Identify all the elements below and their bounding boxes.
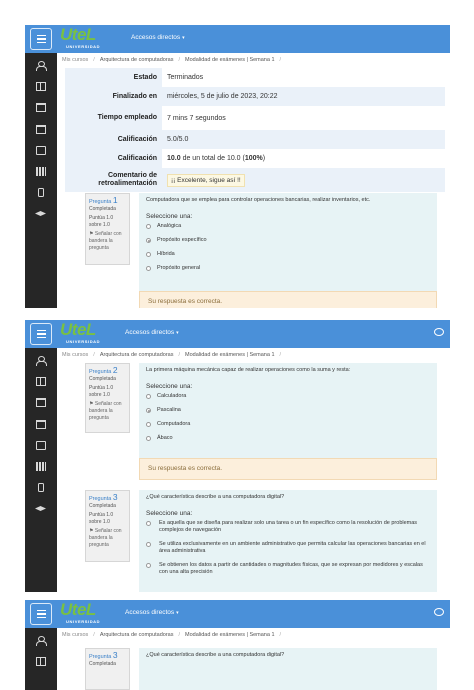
- participants-icon[interactable]: [36, 636, 46, 645]
- utel-logo[interactable]: [60, 27, 108, 51]
- shortcuts-label: Accesos directos: [131, 34, 181, 41]
- folder-icon[interactable]: [36, 103, 46, 112]
- question-text: Computadora que se emplea para controlar operaciones bancarias, realizar inventarios, etc.: [146, 197, 371, 203]
- participants-icon[interactable]: [36, 61, 46, 70]
- files-icon[interactable]: [36, 441, 46, 450]
- summary-row-feedback: Comentario de retroalimentación ¡¡ Excelente, sigue así !!: [65, 168, 445, 192]
- shortcuts-menu[interactable]: [125, 329, 179, 336]
- breadcrumb-my-courses[interactable]: Mis cursos: [62, 57, 89, 63]
- radio-button-selected[interactable]: [146, 238, 151, 243]
- answer-option[interactable]: Se obtienen los datos a partir de cantidades o magnitudes físicas, que se expresan por medidores y escalas con una alta precisión: [146, 562, 430, 576]
- utel-logo[interactable]: [60, 602, 108, 626]
- radio-button[interactable]: [146, 521, 151, 526]
- answer-option[interactable]: Pascalina: [146, 407, 430, 414]
- graduation-cap-icon[interactable]: [35, 211, 46, 216]
- utel-logo[interactable]: [60, 322, 108, 346]
- summary-row-grade: Calificación 10.0 de un total de 10.0 ( 100% ): [65, 149, 445, 168]
- question-2-info: Pregunta 2 Completada Puntúa 1.0 sobre 1.0 ⚑ Señalar con bandera la pregunta: [85, 363, 130, 433]
- flag-question-link[interactable]: ⚑ Señalar con bandera la pregunta: [89, 401, 122, 421]
- shortcuts-menu[interactable]: [131, 34, 185, 41]
- shortcuts-label: Accesos directos: [125, 609, 175, 616]
- chevron-down-icon: ▾: [176, 330, 179, 336]
- question-3-info: Pregunta 3 Completada: [85, 648, 130, 690]
- chevron-down-icon: ▾: [176, 610, 179, 616]
- answer-option[interactable]: Calculadora: [146, 393, 430, 400]
- menu-toggle-button[interactable]: [30, 28, 52, 50]
- grades-icon[interactable]: [36, 657, 46, 666]
- mobile-icon[interactable]: [38, 483, 44, 492]
- breadcrumb-my-courses[interactable]: Mis cursos: [62, 352, 89, 358]
- answer-option[interactable]: Híbrida: [146, 251, 430, 258]
- answer-option[interactable]: Es aquella que se diseña para realizar solo una tarea o un fin específico como la resolución de problemas complejos de navegación: [146, 520, 430, 534]
- breadcrumb-course[interactable]: Arquitectura de computadoras: [99, 632, 174, 638]
- summary-row-marks: Calificación 5.0/5.0: [65, 130, 445, 149]
- flag-question-link[interactable]: ⚑ Señalar con bandera la pregunta: [89, 231, 122, 251]
- sidebar: [25, 628, 57, 690]
- participants-icon[interactable]: [36, 356, 46, 365]
- answer-option[interactable]: Se utiliza exclusivamente en un ambiente administrativo que permita calcular las operaciones bancarias en el área administrativa: [146, 541, 430, 555]
- breadcrumb: Mis cursos / Arquitectura de computadoras / Modalidad de exámenes | Semana 1 /: [62, 632, 282, 638]
- radio-button[interactable]: [146, 394, 151, 399]
- grades-icon[interactable]: [36, 377, 46, 386]
- radio-button[interactable]: [146, 252, 151, 257]
- screenshot-3: [25, 600, 450, 690]
- mobile-icon[interactable]: [38, 188, 44, 197]
- question-1-content: [139, 193, 437, 291]
- summary-row-time: Tiempo empleado 7 mins 7 segundos: [65, 106, 445, 130]
- select-label: Seleccione una:: [146, 213, 193, 220]
- logo-text: UteL: [60, 25, 96, 44]
- overall-feedback: ¡¡ Excelente, sigue así !!: [167, 174, 245, 187]
- menu-toggle-button[interactable]: [30, 603, 52, 625]
- calendar-icon[interactable]: [36, 125, 46, 134]
- logo-subtext: UNIVERSIDAD: [66, 619, 101, 624]
- question-number: 3: [112, 492, 118, 502]
- question-number: 3: [112, 650, 118, 660]
- logo-text: UteL: [60, 600, 96, 619]
- top-navbar: [25, 320, 450, 348]
- question-3-content: [139, 648, 437, 690]
- radio-button[interactable]: [146, 542, 151, 547]
- question-number: 1: [112, 195, 118, 205]
- sidebar: [25, 53, 57, 308]
- graduation-cap-icon[interactable]: [35, 506, 46, 511]
- shortcuts-label: Accesos directos: [125, 329, 175, 336]
- radio-button[interactable]: [146, 563, 151, 568]
- flag-icon: ⚑: [89, 528, 94, 534]
- radio-button-selected[interactable]: [146, 408, 151, 413]
- question-state: Completada: [89, 376, 116, 382]
- library-icon[interactable]: [36, 167, 46, 176]
- question-text: ¿Qué característica describe a una computadora digital?: [146, 494, 285, 500]
- menu-toggle-button[interactable]: [30, 323, 52, 345]
- question-score: Puntúa 1.0 sobre 1.0: [89, 385, 114, 398]
- question-score: Puntúa 1.0 sobre 1.0: [89, 512, 114, 525]
- select-label: Seleccione una:: [146, 383, 193, 390]
- top-navbar: [25, 600, 450, 628]
- logo-text: UteL: [60, 320, 96, 339]
- answer-option[interactable]: Computadora: [146, 421, 430, 428]
- answer-option[interactable]: Analógica: [146, 223, 430, 230]
- library-icon[interactable]: [36, 462, 46, 471]
- answer-option[interactable]: Propósito específico: [146, 237, 430, 244]
- flag-icon: ⚑: [89, 401, 94, 407]
- attempt-summary-table: [65, 68, 445, 192]
- screenshot-1: [25, 25, 450, 308]
- summary-row-state: Estado Terminados: [65, 68, 445, 87]
- radio-button[interactable]: [146, 266, 151, 271]
- question-text: ¿Qué característica describe a una computadora digital?: [146, 652, 285, 658]
- breadcrumb-exam[interactable]: Modalidad de exámenes | Semana 1: [185, 632, 275, 638]
- question-state: Completada: [89, 206, 116, 212]
- breadcrumb-my-courses[interactable]: Mis cursos: [62, 632, 89, 638]
- answer-option[interactable]: Propósito general: [146, 265, 430, 272]
- breadcrumb-course[interactable]: Arquitectura de computadoras: [99, 352, 174, 358]
- breadcrumb-course[interactable]: Arquitectura de computadoras: [99, 57, 174, 63]
- question-2-content: [139, 363, 437, 458]
- breadcrumb: Mis cursos / Arquitectura de computadoras / Modalidad de exámenes | Semana 1 /: [62, 57, 282, 63]
- select-label: Seleccione una:: [146, 510, 193, 517]
- question-3-content: [139, 490, 437, 592]
- question-1-feedback: Su respuesta es correcta.: [139, 291, 437, 308]
- folder-icon[interactable]: [36, 398, 46, 407]
- calendar-icon[interactable]: [36, 420, 46, 429]
- question-state: Completada: [89, 661, 116, 667]
- logo-subtext: UNIVERSIDAD: [66, 44, 101, 49]
- radio-button[interactable]: [146, 422, 151, 427]
- radio-button[interactable]: [146, 436, 151, 441]
- question-3-info: Pregunta 3 Completada Puntúa 1.0 sobre 1.0 ⚑ Señalar con bandera la pregunta: [85, 490, 130, 562]
- summary-row-finished: Finalizado en miércoles, 5 de julio de 2023, 20:22: [65, 87, 445, 106]
- question-state: Completada: [89, 503, 116, 509]
- files-icon[interactable]: [36, 146, 46, 155]
- question-text: La primera máquina mecánica capaz de realizar operaciones como la suma y resta:: [146, 367, 351, 373]
- grades-icon[interactable]: [36, 82, 46, 91]
- question-1-info: Pregunta 1 Completada Puntúa 1.0 sobre 1.0 ⚑ Señalar con bandera la pregunta: [85, 193, 130, 265]
- chevron-down-icon: ▾: [182, 35, 185, 41]
- answer-option[interactable]: Ábaco: [146, 435, 430, 442]
- flag-question-link[interactable]: ⚑ Señalar con bandera la pregunta: [89, 528, 122, 548]
- logo-subtext: UNIVERSIDAD: [66, 339, 101, 344]
- flag-icon: ⚑: [89, 231, 94, 237]
- question-number: 2: [112, 365, 118, 375]
- top-navbar: [25, 25, 450, 53]
- breadcrumb-exam[interactable]: Modalidad de exámenes | Semana 1: [185, 57, 275, 63]
- screenshot-2: [25, 320, 450, 592]
- radio-button[interactable]: [146, 224, 151, 229]
- shortcuts-menu[interactable]: [125, 609, 179, 616]
- breadcrumb: Mis cursos / Arquitectura de computadoras / Modalidad de exámenes | Semana 1 /: [62, 352, 282, 358]
- chat-icon[interactable]: [434, 608, 444, 616]
- chat-icon[interactable]: [434, 328, 444, 336]
- question-score: Puntúa 1.0 sobre 1.0: [89, 215, 114, 228]
- sidebar: [25, 348, 57, 592]
- breadcrumb-exam[interactable]: Modalidad de exámenes | Semana 1: [185, 352, 275, 358]
- question-2-feedback: Su respuesta es correcta.: [139, 458, 437, 480]
